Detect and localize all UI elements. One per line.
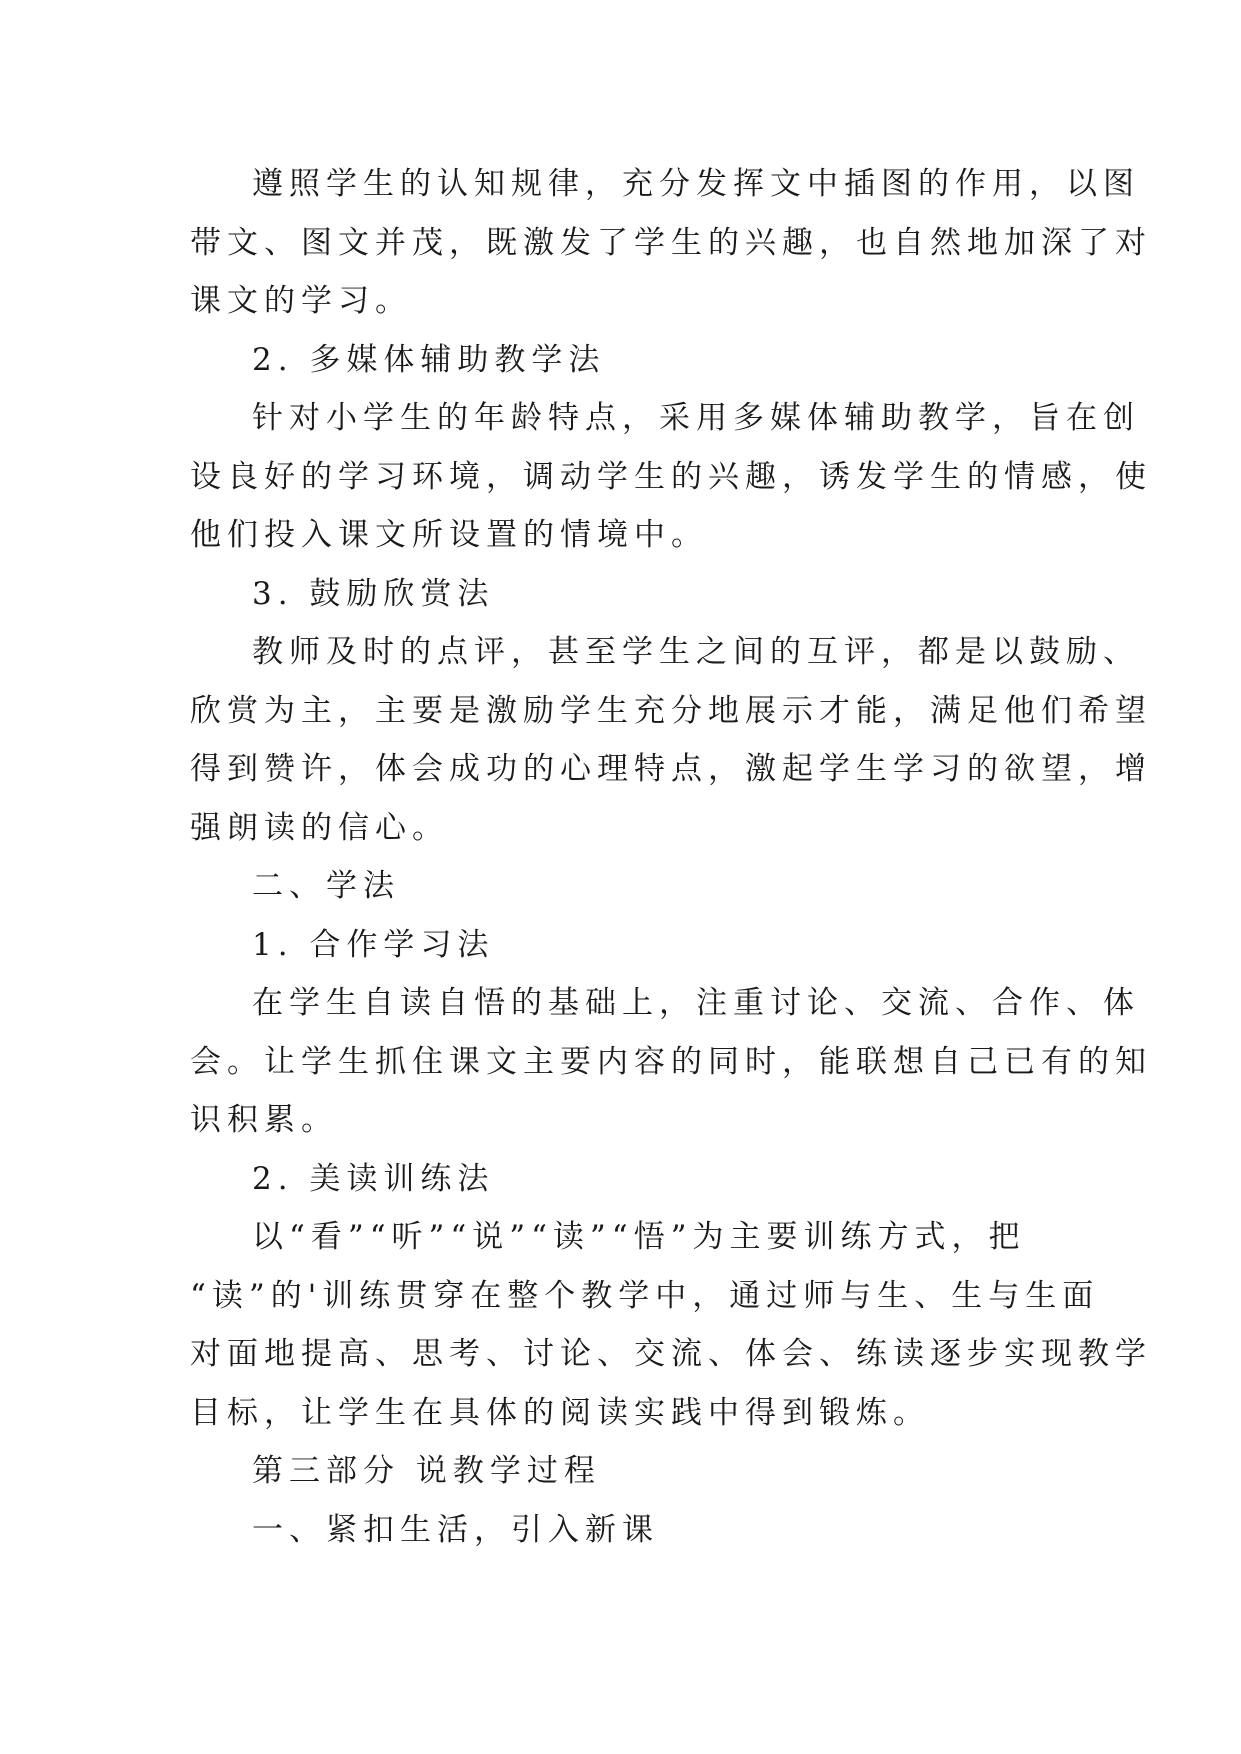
paragraph-line: 带文、图文并茂，既激发了学生的兴趣，也自然地加深了对 (190, 224, 1152, 261)
paragraph-line: 识积累。 (190, 1102, 338, 1138)
paragraph-line: “读”的'训练贯穿在整个教学中，通过师与生、生与生面 (190, 1277, 1100, 1314)
paragraph-line: 会。让学生抓住课文主要内容的同时，能联想自己已有的知 (190, 1043, 1152, 1080)
section-heading: 3. 鼓励欣赏法 (252, 575, 495, 612)
section-heading: 第三部分 说教学过程 (252, 1453, 601, 1489)
paragraph-line: 在学生自读自悟的基础上，注重讨论、交流、合作、体 (252, 985, 1140, 1021)
section-heading: 一、紧扣生活，引入新课 (252, 1511, 659, 1548)
paragraph-line: 目标，让学生在具体的阅读实践中得到锻炼。 (190, 1394, 930, 1431)
section-heading: 2. 美读训练法 (252, 1160, 495, 1197)
paragraph-line: 针对小学生的年龄特点，采用多媒体辅助教学，旨在创 (252, 400, 1140, 436)
paragraph-line: 设良好的学习环境，调动学生的兴趣，诱发学生的情感，使 (190, 458, 1152, 495)
paragraph-line: 以“看”“听”“说”“读”“悟”为主要训练方式，把 (252, 1219, 1026, 1255)
document-body (190, 155, 1152, 1559)
section-heading: 二、学法 (252, 868, 400, 904)
section-heading: 2. 多媒体辅助教学法 (252, 341, 606, 378)
paragraph-line: 遵照学生的认知规律，充分发挥文中插图的作用，以图 (252, 166, 1140, 202)
paragraph-line: 他们投入课文所设置的情境中。 (190, 517, 708, 553)
paragraph-line: 得到赞许，体会成功的心理特点，激起学生学习的欲望，增 (190, 751, 1152, 787)
paragraph-line: 课文的学习。 (190, 283, 412, 319)
paragraph-line: 欣赏为主，主要是激励学生充分地展示才能，满足他们希望 (190, 692, 1152, 729)
paragraph-line: 对面地提高、思考、讨论、交流、体会、练读逐步实现教学 (190, 1336, 1152, 1372)
paragraph-line: 教师及时的点评，甚至学生之间的互评，都是以鼓励、 (252, 634, 1140, 670)
section-heading: 1. 合作学习法 (252, 926, 495, 963)
paragraph-line: 强朗读的信心。 (190, 809, 449, 846)
